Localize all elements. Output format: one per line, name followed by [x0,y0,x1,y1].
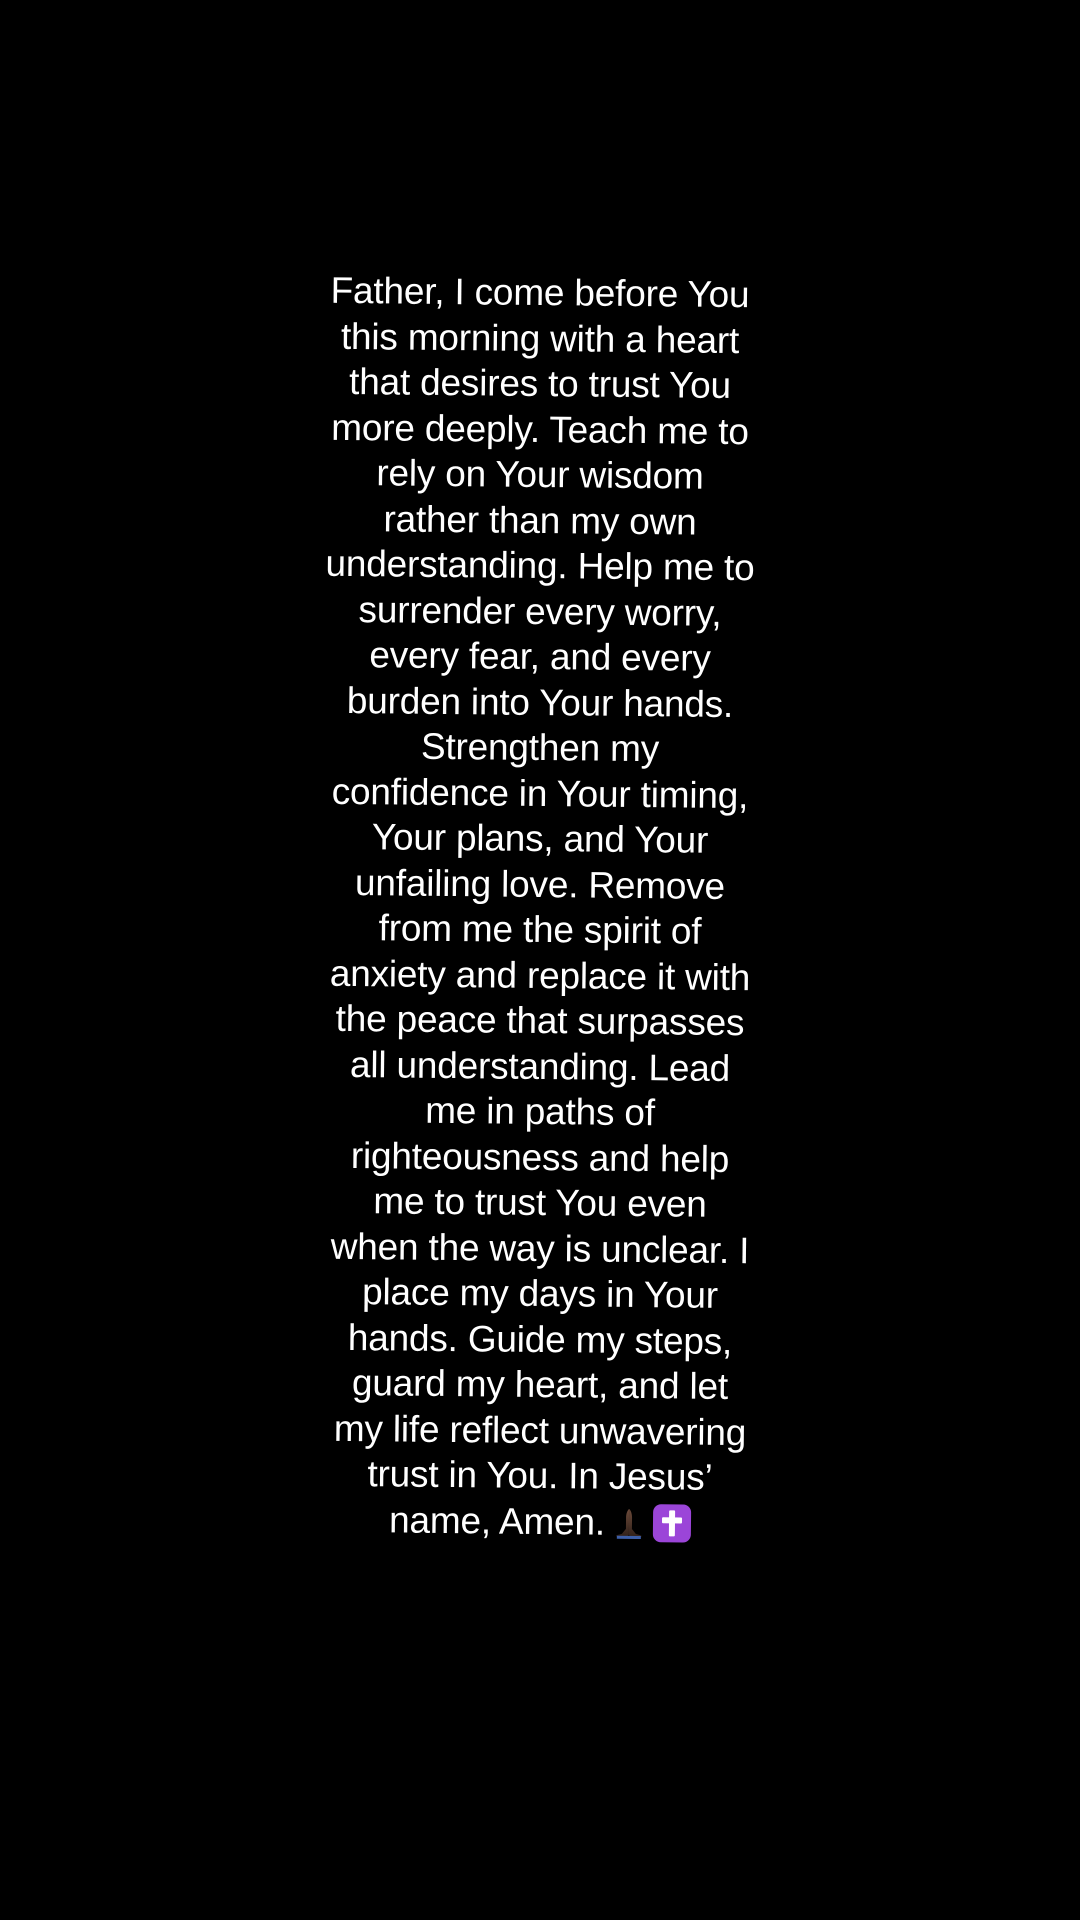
prayer-line: when the way is unclear. I [330,1225,750,1271]
prayer-line: confidence in Your timing, [331,770,749,816]
prayer-line: hands. Guide my steps, [347,1316,733,1362]
prayer-last-line [300,1496,780,1547]
prayer-line: guard my heart, and let [351,1362,729,1407]
prayer-line: me in paths of [424,1089,656,1134]
prayer-line: unfailing love. Remove [354,861,726,907]
prayer-line: all understanding. Lead [349,1043,731,1089]
prayer-line: trust in You. In Jesus’ [367,1453,713,1498]
prayer-closing-text: name, Amen. [388,1498,606,1543]
praying-hands-icon [611,1504,647,1540]
prayer-last-line-content [389,1497,691,1546]
prayer-line: understanding. Help me to [325,542,755,589]
prayer-line: righteousness and help [350,1134,730,1180]
prayer-line: Your plans, and Your [371,816,709,861]
prayer-line: me to trust You even [373,1180,707,1225]
prayer-line: surrender every worry, [358,588,722,634]
prayer-line: my life reflect unwavering [333,1407,747,1453]
prayer-line: rely on Your wisdom [376,452,704,497]
prayer-text-block [300,270,780,1544]
prayer-line: rather than my own [383,497,697,543]
prayer-line: from me the spirit of [378,907,702,952]
prayer-line: every fear, and every [369,634,711,679]
prayer-line: more deeply. Teach me to [331,406,749,452]
prayer-line: that desires to trust You [348,361,732,406]
prayer-line: Father, I come before You [330,269,750,316]
prayer-line: Strengthen my [420,725,660,770]
prayer-line: burden into Your hands. [346,679,734,725]
cross-icon [653,1503,691,1541]
prayer-line: this morning with a heart [340,315,740,361]
prayer-line: anxiety and replace it with [329,952,751,998]
prayer-line: place my days in Your [361,1271,719,1316]
prayer-line: the peace that surpasses [335,997,745,1044]
